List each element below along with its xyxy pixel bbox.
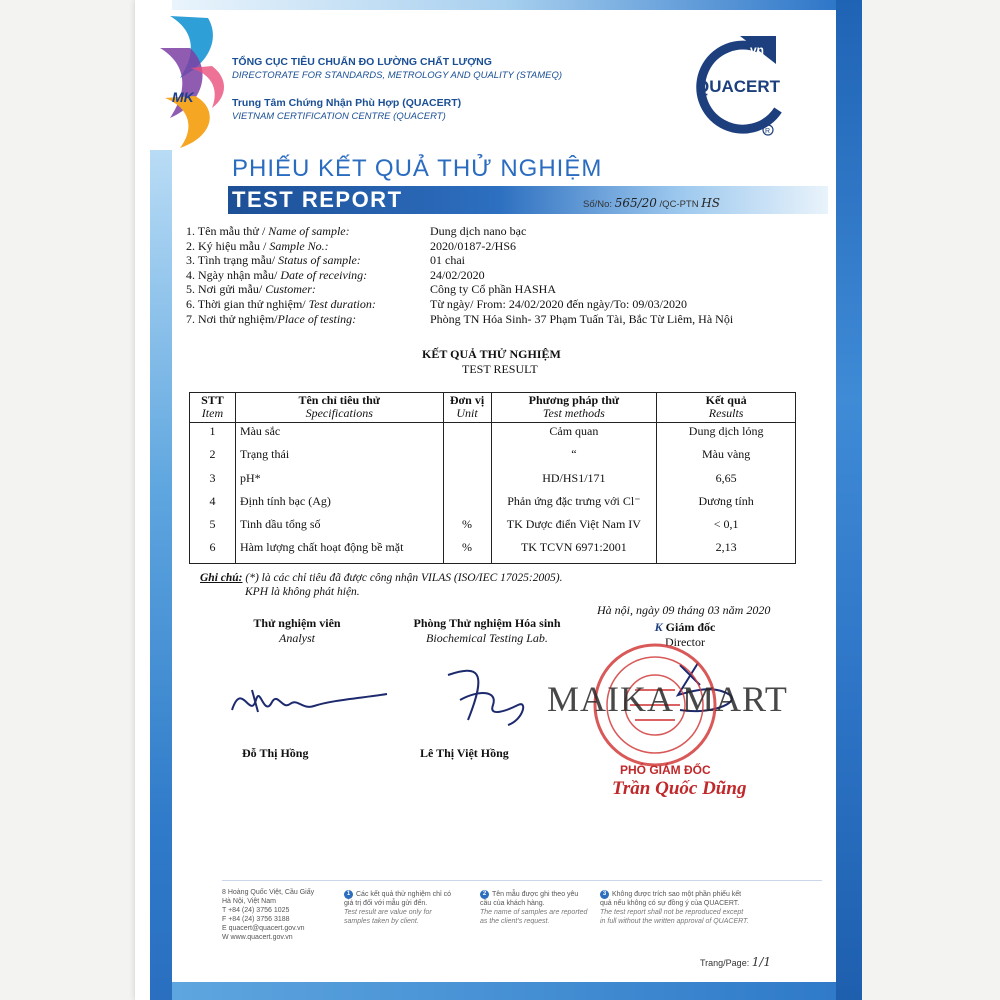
deputy-director-name: Trần Quốc Dũng bbox=[612, 778, 747, 799]
note-number-icon: 3 bbox=[600, 890, 609, 899]
footer-note: 3 Không được trích sao một phần phiếu kết quả nếu không có sự đồng ý của QUACERT. The test report shall not be reproduced except in full without the written approval of QUACERT. bbox=[600, 891, 749, 925]
report-title-en: TEST REPORT bbox=[232, 187, 403, 212]
cell-item: 2 bbox=[190, 446, 236, 469]
note-number-icon: 1 bbox=[344, 890, 353, 899]
org-name-en: DIRECTORATE FOR STANDARDS, METROLOGY AND QUALITY (STAMEQ) bbox=[232, 70, 563, 81]
report-number-value: 565/20 bbox=[614, 196, 657, 210]
table-row bbox=[190, 493, 796, 516]
result-title-vn: KẾT QUẢ THỬ NGHIỆM bbox=[422, 347, 561, 361]
results-table bbox=[189, 392, 796, 564]
frame-left-border bbox=[150, 150, 172, 1000]
info-value: Phòng TN Hóa Sinh- 37 Phạm Tuấn Tài, Bắc Từ Liêm, Hà Nội bbox=[430, 311, 734, 326]
cell-method: TK TCVN 6971:2001 bbox=[491, 539, 657, 563]
frame-right-border bbox=[836, 0, 862, 1000]
watermark-text: MAIKA MART bbox=[547, 679, 788, 719]
info-value: Dung dịch nano bạc bbox=[430, 224, 527, 238]
director-prefix: K bbox=[654, 620, 663, 634]
quacert-logo-icon bbox=[688, 30, 788, 140]
report-number-suffix: /QC-PTN bbox=[659, 199, 699, 210]
analyst-signature-icon bbox=[222, 670, 392, 730]
page-value: 1/1 bbox=[751, 955, 772, 969]
svg-text:vn: vn bbox=[750, 43, 765, 57]
footnote-line-2: KPH là không phát hiện. bbox=[245, 586, 360, 598]
table-row bbox=[190, 470, 796, 493]
sample-info bbox=[186, 224, 806, 326]
cell-spec: Trạng thái bbox=[235, 446, 443, 469]
analyst-role-en: Analyst bbox=[279, 631, 315, 645]
svg-text:R: R bbox=[765, 128, 771, 135]
info-label: 2. Ký hiệu mẫu / Sample No.: bbox=[186, 238, 329, 253]
info-row bbox=[186, 282, 806, 297]
header-spec: Tên chỉ tiêu thử Specifications bbox=[235, 393, 443, 423]
analyst-role: Thử nghiệm viên bbox=[253, 616, 341, 630]
analyst-block bbox=[232, 616, 362, 646]
cell-result: Màu vàng bbox=[657, 446, 796, 469]
svg-text:QUACERT: QUACERT bbox=[696, 77, 781, 96]
issue-date: Hà nội, ngày 09 tháng 03 năm 2020 bbox=[597, 603, 771, 617]
cell-unit bbox=[443, 470, 491, 493]
mk-logo-icon bbox=[150, 8, 228, 154]
cell-unit bbox=[443, 446, 491, 469]
info-row bbox=[186, 224, 806, 239]
lab-role-en: Biochemical Testing Lab. bbox=[426, 631, 548, 645]
cell-method: Phản ứng đặc trưng với Cl⁻ bbox=[491, 493, 657, 516]
info-value: 01 chai bbox=[430, 253, 465, 268]
table-row bbox=[190, 539, 796, 563]
cell-item: 5 bbox=[190, 516, 236, 539]
cell-result: < 0,1 bbox=[657, 516, 796, 539]
cell-unit bbox=[443, 423, 491, 447]
info-row bbox=[186, 297, 806, 312]
cell-item: 3 bbox=[190, 470, 236, 493]
info-label: 6. Thời gian thử nghiệm/ Test duration: bbox=[186, 296, 376, 311]
report-number bbox=[583, 196, 720, 210]
info-row bbox=[186, 312, 806, 327]
report-number-tail: HS bbox=[701, 196, 720, 210]
frame-top-border bbox=[172, 0, 836, 10]
cell-spec: Màu sắc bbox=[235, 423, 443, 447]
info-value: Từ ngày/ From: 24/02/2020 đến ngày/To: 09/03/2020 bbox=[430, 296, 687, 311]
page-label: Trang/Page: bbox=[700, 958, 750, 968]
lab-block bbox=[392, 616, 582, 646]
lab-signature-icon bbox=[438, 660, 548, 735]
footnote-label: Ghi chú: bbox=[200, 572, 243, 584]
cell-spec: Định tính bạc (Ag) bbox=[235, 493, 443, 516]
info-label: 5. Nơi gửi mẫu/ Customer: bbox=[186, 282, 316, 297]
centre-name-vn: Trung Tâm Chứng Nhận Phù Hợp (QUACERT) bbox=[232, 97, 462, 109]
director-role-en: Director bbox=[665, 635, 705, 649]
header-method: Phương pháp thử Test methods bbox=[491, 393, 657, 423]
info-value: 24/02/2020 bbox=[430, 267, 485, 282]
org-name-vn: TỔNG CỤC TIÊU CHUẨN ĐO LƯỜNG CHẤT LƯỢNG bbox=[232, 56, 492, 68]
table-row bbox=[190, 423, 796, 447]
cell-result: 2,13 bbox=[657, 539, 796, 563]
info-value: Công ty Cổ phần HASHA bbox=[430, 282, 557, 297]
header-unit: Đơn vị Unit bbox=[443, 393, 491, 423]
info-label: 3. Tình trạng mẫu/ Status of sample: bbox=[186, 253, 361, 268]
director-role: K Giám đốc bbox=[654, 620, 716, 634]
report-number-label: Số/No: bbox=[583, 199, 613, 210]
footer bbox=[222, 888, 822, 958]
footer-address: 8 Hoàng Quốc Việt, Cầu Giấy Hà Nội, Việt Nam T +84 (24) 3756 1025 F +84 (24) 3756 3188 E quacert@quacert.gov.vn W www.quacert.gov.vn bbox=[222, 889, 315, 941]
info-value: 2020/0187-2/HS6 bbox=[430, 238, 517, 253]
info-label: 4. Ngày nhận mẫu/ Date of receiving: bbox=[186, 267, 368, 282]
result-title-en: TEST RESULT bbox=[462, 362, 538, 376]
footnote bbox=[200, 571, 562, 599]
info-label: 1. Tên mẫu thử / Name of sample: bbox=[186, 224, 350, 238]
analyst-name: Đỗ Thị Hồng bbox=[242, 746, 309, 760]
lab-role: Phòng Thử nghiệm Hóa sinh bbox=[413, 616, 561, 630]
info-row bbox=[186, 253, 806, 268]
cell-method: HD/HS1/171 bbox=[491, 470, 657, 493]
table-row bbox=[190, 516, 796, 539]
cell-unit: % bbox=[443, 539, 491, 563]
cell-item: 1 bbox=[190, 423, 236, 447]
cell-spec: Hàm lượng chất hoạt động bề mặt bbox=[235, 539, 443, 563]
centre-name-en: VIETNAM CERTIFICATION CENTRE (QUACERT) bbox=[232, 111, 446, 122]
cell-result: Dung dịch lỏng bbox=[657, 423, 796, 447]
header-result: Kết quả Results bbox=[657, 393, 796, 423]
lab-head-name: Lê Thị Việt Hồng bbox=[420, 746, 509, 760]
svg-text:MK: MK bbox=[172, 89, 194, 105]
report-title-vn: PHIẾU KẾT QUẢ THỬ NGHIỆM bbox=[232, 155, 603, 182]
cell-item: 4 bbox=[190, 493, 236, 516]
info-row bbox=[186, 239, 806, 254]
footnote-line-1: (*) là các chỉ tiêu đã được công nhận VILAS (ISO/IEC 17025:2005). bbox=[245, 572, 563, 584]
cell-spec: Tinh dầu tổng số bbox=[235, 516, 443, 539]
deputy-director-title: PHÓ GIÁM ĐỐC bbox=[620, 763, 711, 777]
footer-note: 1 Các kết quả thử nghiệm chỉ có giá trị đối với mẫu gửi đến. Test result are value only for samples taken by client. bbox=[344, 891, 451, 925]
note-number-icon: 2 bbox=[480, 890, 489, 899]
page-number bbox=[700, 955, 771, 969]
cell-spec: pH* bbox=[235, 470, 443, 493]
frame-bottom-border bbox=[172, 982, 836, 1000]
cell-item: 6 bbox=[190, 539, 236, 563]
cell-method: TK Dược điển Việt Nam IV bbox=[491, 516, 657, 539]
cell-unit bbox=[443, 493, 491, 516]
footer-note: 2 Tên mẫu được ghi theo yêu cầu của khách hàng. The name of samples are reported as the client's request. bbox=[480, 891, 588, 925]
cell-method: Cảm quan bbox=[491, 423, 657, 447]
info-row bbox=[186, 268, 806, 283]
cell-method: “ bbox=[491, 446, 657, 469]
table-row bbox=[190, 446, 796, 469]
cell-result: 6,65 bbox=[657, 470, 796, 493]
footer-divider bbox=[222, 880, 822, 881]
cell-result: Dương tính bbox=[657, 493, 796, 516]
table-header-row bbox=[190, 393, 796, 423]
header-item: STT Item bbox=[190, 393, 236, 423]
info-label: 7. Nơi thử nghiệm/Place of testing: bbox=[186, 311, 357, 326]
cell-unit: % bbox=[443, 516, 491, 539]
